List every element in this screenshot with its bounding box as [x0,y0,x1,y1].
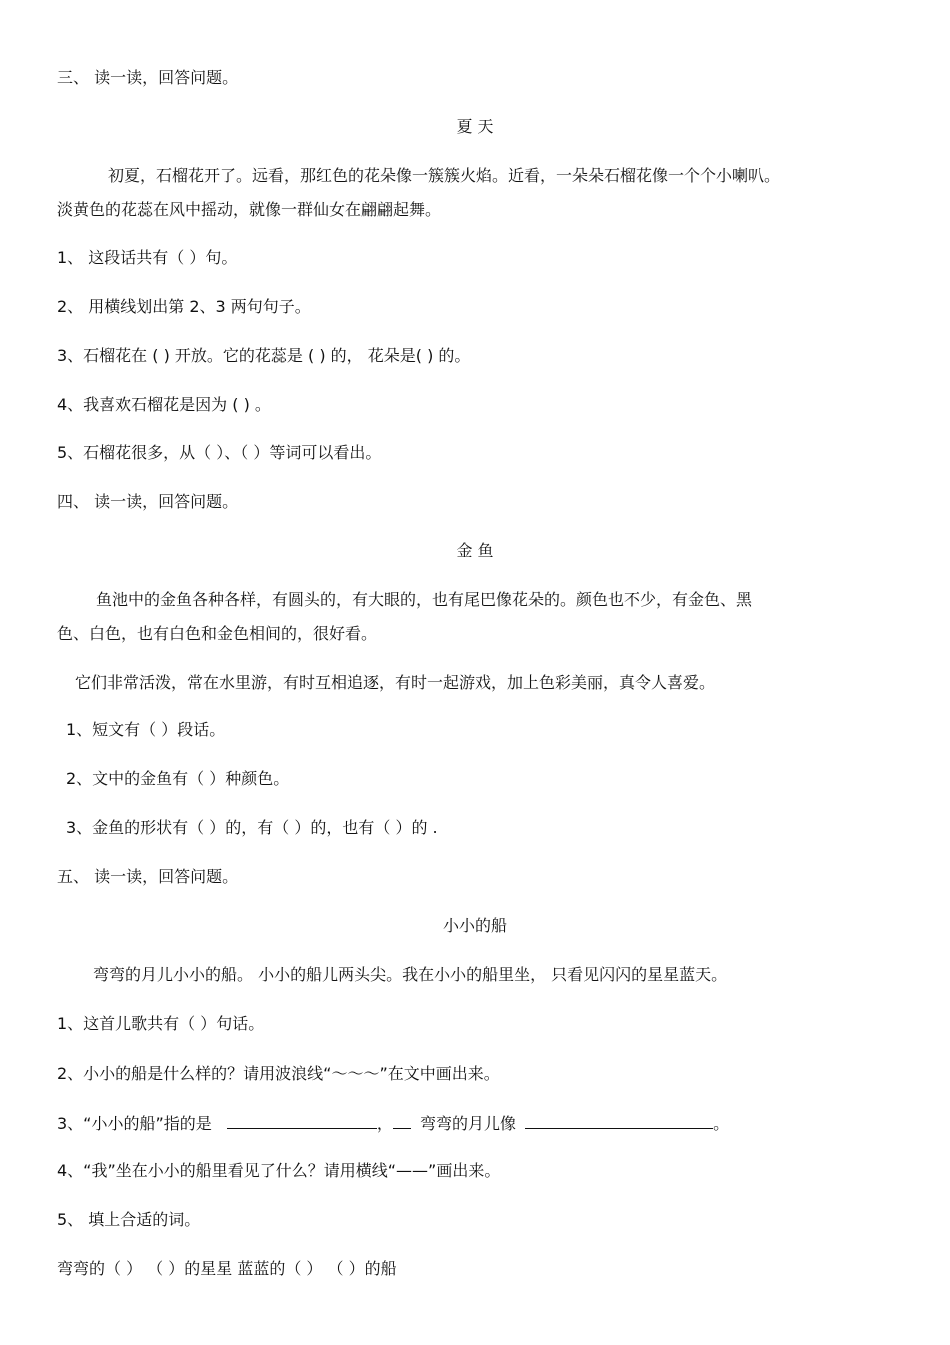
section-3-question-4: 4、我喜欢石榴花是因为 ( ) 。 [57,395,271,414]
section-4-title: 金 鱼 [456,541,494,560]
section-4-paragraph-2: 它们非常活泼，常在水里游，有时互相追逐，有时一起游戏，加上色彩美丽，真令人喜爱。 [75,673,716,692]
question-3-comma: ， [376,1114,393,1133]
section-4-paragraph-1-line-1: 鱼池中的金鱼各种各样，有圆头的，有大眼的，也有尾巴像花朵的。颜色也不少，有金色、黑 [96,590,753,609]
section-5-title: 小小的船 [442,916,507,935]
section-3-question-1: 1、 这段话共有（ ）句。 [57,248,238,267]
question-3-end: 。 [713,1114,730,1133]
section-4-question-2: 2、文中的金鱼有（ ）种颜色。 [66,769,290,788]
section-5-question-3 [57,1112,860,1134]
section-5-question-4: 4、“我”坐在小小的船里看见了什么？请用横线“——”画出来。 [57,1161,501,1180]
section-5-heading: 五、 读一读，回答问题。 [57,867,239,886]
section-3-question-3: 3、石榴花在 ( ) 开放。它的花蕊是 ( ) 的， 花朵是( ) 的。 [57,346,471,365]
section-4-question-3: 3、金鱼的形状有（ ）的，有（ ）的，也有（ ）的 . [66,818,438,837]
section-3-question-5: 5、石榴花很多，从（ ）、（ ）等词可以看出。 [57,443,382,462]
question-3-prompt-b: 弯弯的月儿像 [419,1114,516,1133]
section-5-fill-in-line: 弯弯的（ ） （ ）的星星 蓝蓝的（ ） （ ）的船 [57,1259,397,1278]
section-3-title: 夏 天 [456,117,494,136]
question-3-prompt-a: 3、“小小的船”指的是 [57,1114,212,1133]
section-5-question-2: 2、小小的船是什么样的？请用波浪线“～～～”在文中画出来。 [57,1064,500,1083]
section-3-paragraph-line-1: 初夏，石榴花开了。远看，那红色的花朵像一簇簇火焰。近看，一朵朵石榴花像一个个小喇叭。 [108,166,781,185]
section-4-heading: 四、 读一读，回答问题。 [57,492,239,511]
section-5-question-1: 1、这首儿歌共有（ ）句话。 [57,1014,265,1033]
answer-blank-2[interactable] [525,1112,713,1129]
section-3-paragraph-line-2: 淡黄色的花蕊在风中摇动，就像一群仙女在翩翩起舞。 [57,200,442,219]
section-5-question-5: 5、 填上合适的词。 [57,1210,201,1229]
answer-blank-1-tail [393,1112,411,1129]
answer-blank-1[interactable] [227,1112,377,1129]
section-4-paragraph-1-line-2: 色、白色，也有白色和金色相间的，很好看。 [57,624,378,643]
section-3-heading: 三、 读一读，回答问题。 [57,68,239,87]
section-3-question-2: 2、 用横线划出第 2、3 两句句子。 [57,297,311,316]
section-5-paragraph: 弯弯的月儿小小的船。 小小的船儿两头尖。我在小小的船里坐， 只看见闪闪的星星蓝天。 [93,965,728,984]
section-4-question-1: 1、短文有（ ）段话。 [66,720,226,739]
